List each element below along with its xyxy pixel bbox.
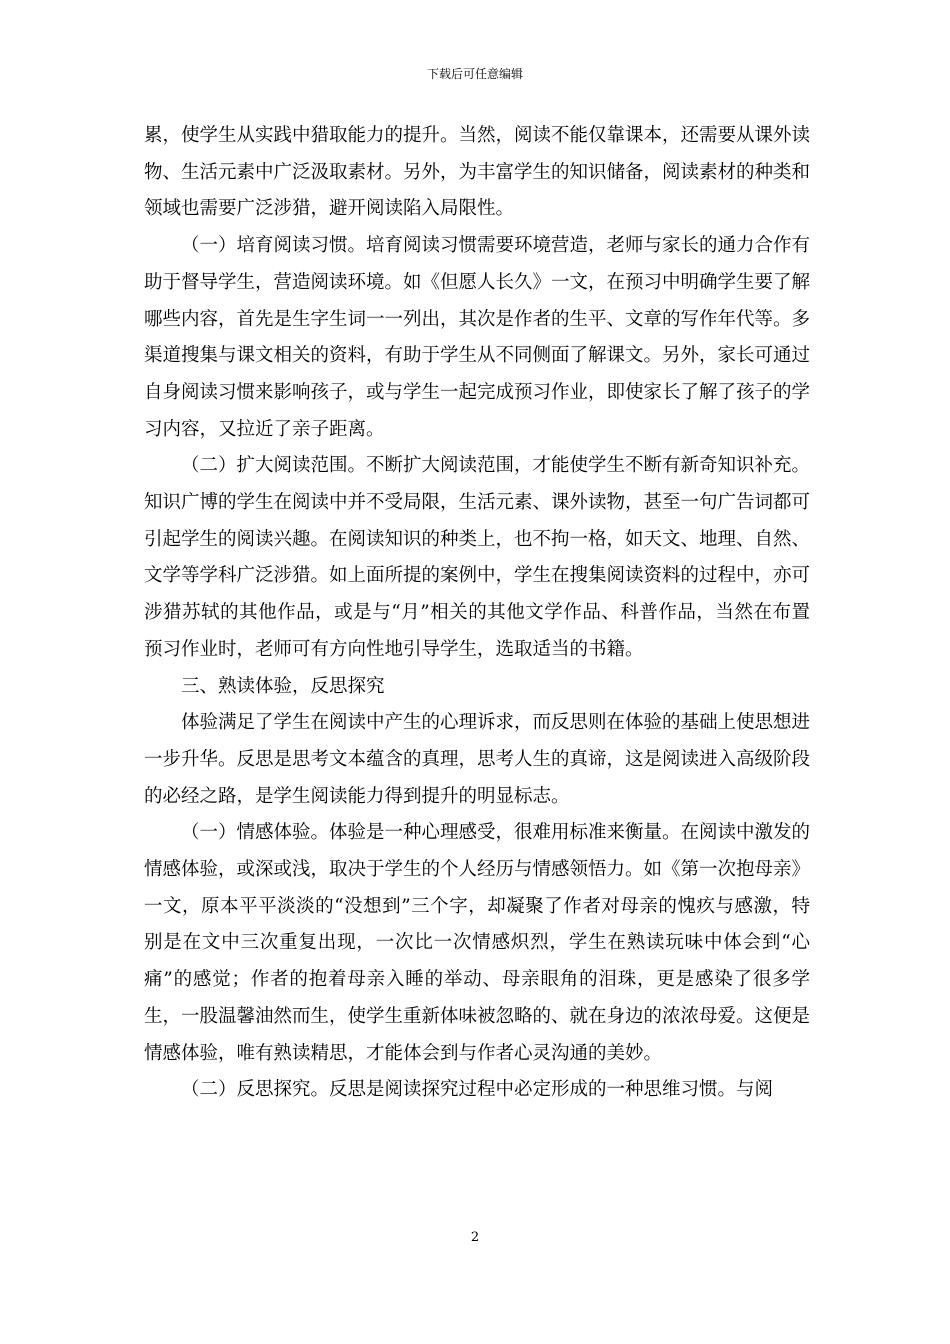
section-heading-three: 三、熟读体验，反思探究: [181, 675, 385, 697]
paragraph-reflection-inquiry: （二）反思探究。反思是阅读探究过程中必定形成的一种思维习惯。与阅: [181, 1079, 774, 1101]
document-body: [144, 118, 810, 1109]
paragraph-reading-habit: （一）培育阅读习惯。培育阅读习惯需要环境营造，老师与家长的通力合作有助于督导学生，营造阅读环境。如《但愿人长久》一文，在预习中明确学生要了解哪些内容，首先是生字生词一一列出，其次是作者的生平、文章的写作年代等。多渠道搜集与课文相关的资料，有助于学生从不同侧面了解课文。另外，家长可通过自身阅读习惯来影响孩子，或与学生一起完成预习作业，即使家长了解了孩子的学习内容，又拉近了亲子距离。: [144, 235, 811, 440]
paragraph-section-intro: 体验满足了学生在阅读中产生的心理诉求，而反思则在体验的基础上使思想进一步升华。反思是思考文本蕴含的真理，思考人生的真谛，这是阅读进入高级阶段的必经之路，是学生阅读能力得到提升的明显标志。: [144, 712, 811, 807]
page-number: 2: [470, 1230, 480, 1245]
paragraph-reading-scope: （二）扩大阅读范围。不断扩大阅读范围，才能使学生不断有新奇知识补充。知识广博的学生在阅读中并不受局限，生活元素、课外读物，甚至一句广告词都可引起学生的阅读兴趣。在阅读知识的种类上，也不拘一格，如天文、地理、自然、文学等学科广泛涉猎。如上面所提的案例中，学生在搜集阅读资料的过程中，亦可涉猎苏轼的其他作品，或是与“月”相关的其他文学作品、科普作品，当然在布置预习作业时，老师可有方向性地引导学生，选取适当的书籍。: [144, 455, 811, 660]
page-header-note: 下载后可任意编辑: [426, 67, 523, 81]
paragraph-continuation: 累，使学生从实践中猎取能力的提升。当然，阅读不能仅靠课本，还需要从课外读物、生活元素中广泛汲取素材。另外，为丰富学生的知识储备，阅读素材的种类和领域也需要广泛涉猎，避开阅读陷入局限性。: [144, 125, 811, 220]
paragraph-emotional-experience: （一）情感体验。体验是一种心理感受，很难用标准来衡量。在阅读中激发的情感体验，或深或浅，取决于学生的个人经历与情感领悟力。如《第一次抱母亲》一文，原本平平淡淡的“没想到”三个字，却凝聚了作者对母亲的愧疚与感激，特别是在文中三次重复出现，一次比一次情感炽烈，学生在熟读玩味中体会到“心痛”的感觉；作者的抱着母亲入睡的举动、母亲眼角的泪珠，更是感染了很多学生，一股温馨油然而生，使学生重新体味被忽略的、就在身边的浓浓母爱。这便是情感体验，唯有熟读精思，才能体会到与作者心灵沟通的美妙。: [144, 822, 811, 1064]
